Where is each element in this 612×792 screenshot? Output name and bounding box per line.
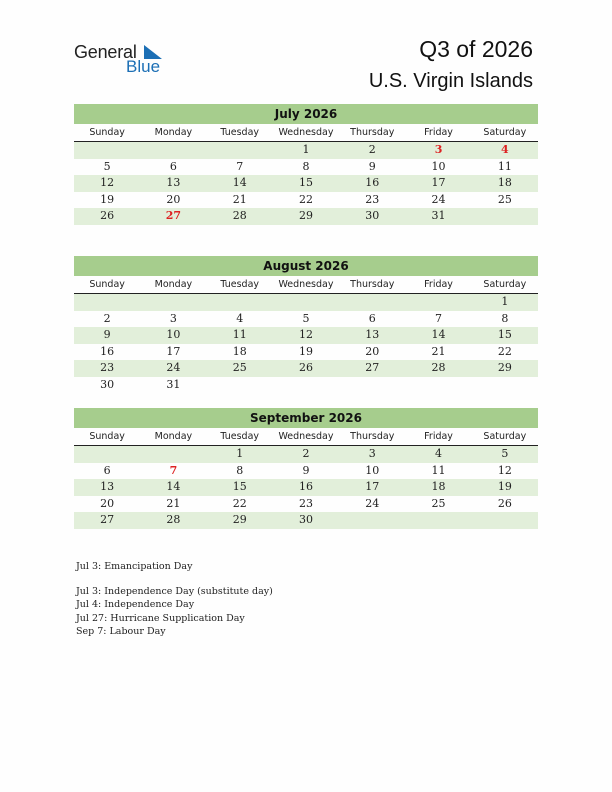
day-cell: 27 bbox=[100, 513, 115, 526]
day-cell: 4 bbox=[435, 447, 443, 460]
day-cell: 2 bbox=[302, 447, 310, 460]
week-row bbox=[74, 159, 538, 176]
day-cell: 5 bbox=[103, 159, 111, 173]
day-cell bbox=[207, 294, 273, 311]
day-cell: 29 bbox=[497, 361, 512, 374]
day-cell bbox=[74, 142, 140, 159]
day-cell: 11 bbox=[497, 159, 512, 173]
day-cell: 19 bbox=[298, 344, 313, 358]
week-row bbox=[74, 327, 538, 344]
day-cell: 15 bbox=[497, 328, 512, 341]
day-cell: 14 bbox=[431, 328, 446, 341]
day-cell: 30 bbox=[100, 377, 115, 391]
day-cell: 8 bbox=[236, 463, 244, 477]
day-cell: 19 bbox=[497, 480, 512, 493]
day-cell: 4 bbox=[236, 311, 244, 325]
day-cell: 6 bbox=[368, 311, 376, 325]
day-cell bbox=[207, 142, 273, 159]
weekday-label: Wednesday bbox=[278, 431, 334, 442]
day-cell bbox=[74, 294, 140, 311]
weekday-label: Tuesday bbox=[220, 127, 260, 138]
day-cell: 13 bbox=[100, 480, 115, 493]
weekday-label: Sunday bbox=[89, 279, 125, 290]
day-cell: 20 bbox=[365, 344, 380, 358]
day-cell: 25 bbox=[431, 496, 446, 510]
holiday-day-cell: 4 bbox=[501, 143, 509, 156]
day-cell bbox=[339, 377, 405, 394]
week-row bbox=[74, 142, 538, 159]
day-cell: 8 bbox=[302, 159, 310, 173]
weekday-label: Thursday bbox=[350, 431, 395, 442]
week-row bbox=[74, 175, 538, 192]
day-cell: 12 bbox=[298, 328, 313, 341]
weekday-label: Wednesday bbox=[278, 127, 334, 138]
logo bbox=[74, 42, 174, 78]
weekday-label: Tuesday bbox=[220, 431, 260, 442]
day-cell: 21 bbox=[232, 192, 247, 206]
day-cell: 3 bbox=[169, 311, 177, 325]
day-cell: 9 bbox=[302, 463, 310, 477]
day-cell: 15 bbox=[298, 176, 313, 189]
day-cell: 26 bbox=[497, 496, 512, 510]
day-cell bbox=[140, 142, 206, 159]
month-title: July 2026 bbox=[74, 104, 538, 124]
day-cell: 28 bbox=[232, 209, 247, 222]
day-cell: 18 bbox=[431, 480, 446, 493]
weekday-label: Sunday bbox=[89, 127, 125, 138]
day-cell: 31 bbox=[166, 377, 181, 391]
day-cell: 3 bbox=[368, 447, 376, 460]
month-calendar-august bbox=[74, 256, 538, 393]
day-cell: 5 bbox=[501, 447, 509, 460]
day-cell: 7 bbox=[435, 311, 443, 325]
day-cell: 21 bbox=[166, 496, 181, 510]
day-cell: 30 bbox=[365, 209, 380, 222]
weekday-label: Friday bbox=[424, 431, 453, 442]
day-cell: 17 bbox=[431, 176, 446, 189]
holiday-day-cell: 7 bbox=[169, 463, 178, 477]
week-row bbox=[74, 344, 538, 361]
day-cell: 28 bbox=[431, 361, 446, 374]
day-cell: 13 bbox=[166, 176, 181, 189]
day-cell: 6 bbox=[103, 463, 111, 477]
holiday-note: Sep 7: Labour Day bbox=[76, 626, 166, 637]
weekday-header-row bbox=[74, 276, 538, 294]
day-cell: 19 bbox=[100, 192, 115, 206]
day-cell: 28 bbox=[166, 513, 181, 526]
day-cell: 22 bbox=[298, 192, 313, 206]
week-row bbox=[74, 377, 538, 394]
day-cell: 23 bbox=[365, 192, 380, 206]
day-cell: 29 bbox=[232, 513, 247, 526]
week-row bbox=[74, 294, 538, 311]
week-row bbox=[74, 360, 538, 377]
day-cell bbox=[74, 446, 140, 463]
weekday-header-row bbox=[74, 428, 538, 446]
day-cell: 8 bbox=[501, 311, 509, 325]
day-cell: 26 bbox=[298, 361, 313, 374]
day-cell bbox=[405, 377, 471, 394]
day-cell: 12 bbox=[497, 463, 512, 477]
weekday-label: Saturday bbox=[483, 127, 527, 138]
weekday-label: Saturday bbox=[483, 279, 527, 290]
weekday-label: Monday bbox=[154, 279, 193, 290]
day-cell: 26 bbox=[100, 209, 115, 222]
day-cell bbox=[339, 294, 405, 311]
day-cell bbox=[140, 446, 206, 463]
month-calendar-july bbox=[74, 104, 538, 225]
day-cell: 29 bbox=[298, 209, 313, 222]
day-cell: 24 bbox=[365, 496, 380, 510]
day-cell: 23 bbox=[100, 361, 115, 374]
day-cell: 21 bbox=[431, 344, 446, 358]
weekday-label: Sunday bbox=[89, 431, 125, 442]
day-cell: 17 bbox=[166, 344, 181, 358]
weekday-label: Friday bbox=[424, 279, 453, 290]
day-cell: 22 bbox=[232, 496, 247, 510]
day-cell: 2 bbox=[368, 143, 376, 156]
day-cell bbox=[273, 377, 339, 394]
day-cell: 18 bbox=[497, 176, 512, 189]
month-title: September 2026 bbox=[74, 408, 538, 428]
week-row bbox=[74, 446, 538, 463]
day-cell bbox=[339, 512, 405, 529]
day-cell: 10 bbox=[365, 463, 380, 477]
day-cell: 23 bbox=[298, 496, 313, 510]
day-cell: 9 bbox=[368, 159, 376, 173]
day-cell: 25 bbox=[497, 192, 512, 206]
day-cell: 16 bbox=[298, 480, 313, 493]
day-cell: 24 bbox=[166, 361, 181, 374]
day-cell: 1 bbox=[236, 447, 244, 460]
day-cell: 9 bbox=[103, 328, 111, 341]
day-cell: 5 bbox=[302, 311, 310, 325]
day-cell: 11 bbox=[431, 463, 446, 477]
week-row bbox=[74, 512, 538, 529]
weekday-label: Tuesday bbox=[220, 279, 260, 290]
week-row bbox=[74, 208, 538, 225]
day-cell: 27 bbox=[365, 361, 380, 374]
weekday-label: Saturday bbox=[483, 431, 527, 442]
logo-text-blue: Blue bbox=[126, 57, 161, 76]
week-row bbox=[74, 479, 538, 496]
day-cell: 10 bbox=[431, 159, 446, 173]
weekday-label: Friday bbox=[424, 127, 453, 138]
day-cell: 6 bbox=[169, 159, 177, 173]
weekday-label: Monday bbox=[154, 127, 193, 138]
day-cell: 20 bbox=[166, 192, 181, 206]
month-title: August 2026 bbox=[74, 256, 538, 276]
day-cell: 15 bbox=[232, 480, 247, 493]
day-cell: 1 bbox=[501, 295, 509, 308]
week-row bbox=[74, 463, 538, 480]
day-cell bbox=[207, 377, 273, 394]
week-row bbox=[74, 311, 538, 328]
holiday-note: Jul 3: Independence Day (substitute day) bbox=[76, 585, 273, 597]
day-cell: 14 bbox=[166, 480, 181, 493]
weekday-label: Monday bbox=[154, 431, 193, 442]
month-calendar-september bbox=[74, 408, 538, 529]
logo-text-general: General bbox=[74, 42, 137, 62]
weekday-label: Thursday bbox=[350, 127, 395, 138]
day-cell: 13 bbox=[365, 328, 380, 341]
week-row bbox=[74, 496, 538, 513]
day-cell: 7 bbox=[236, 159, 244, 173]
day-cell: 16 bbox=[100, 344, 115, 358]
day-cell: 30 bbox=[298, 513, 313, 526]
day-cell: 25 bbox=[232, 361, 247, 374]
day-cell: 10 bbox=[166, 328, 181, 341]
day-cell bbox=[472, 512, 538, 529]
weekday-header-row bbox=[74, 124, 538, 142]
holiday-day-cell: 3 bbox=[434, 143, 443, 156]
day-cell: 11 bbox=[232, 328, 247, 341]
day-cell: 16 bbox=[365, 176, 380, 189]
holiday-note: Jul 4: Independence Day bbox=[76, 599, 195, 610]
page-subtitle: U.S. Virgin Islands bbox=[368, 70, 533, 92]
day-cell bbox=[405, 512, 471, 529]
day-cell bbox=[273, 294, 339, 311]
holiday-note: Jul 27: Hurricane Supplication Day bbox=[76, 612, 245, 624]
weekday-label: Wednesday bbox=[278, 279, 334, 290]
day-cell: 17 bbox=[365, 480, 380, 493]
day-cell: 18 bbox=[232, 344, 247, 358]
day-cell: 20 bbox=[100, 496, 115, 510]
day-cell: 22 bbox=[497, 344, 512, 358]
holiday-notes bbox=[76, 560, 273, 639]
week-row bbox=[74, 192, 538, 209]
holiday-note: Jul 3: Emancipation Day bbox=[76, 561, 193, 572]
day-cell bbox=[140, 294, 206, 311]
day-cell: 1 bbox=[302, 143, 310, 156]
day-cell: 31 bbox=[431, 209, 446, 222]
day-cell bbox=[472, 208, 538, 225]
weekday-label: Thursday bbox=[350, 279, 395, 290]
day-cell: 12 bbox=[100, 176, 115, 189]
holiday-day-cell: 27 bbox=[165, 209, 182, 222]
day-cell: 14 bbox=[232, 176, 247, 189]
day-cell bbox=[472, 377, 538, 394]
day-cell bbox=[405, 294, 471, 311]
page-title: Q3 of 2026 bbox=[419, 36, 533, 62]
day-cell: 24 bbox=[431, 192, 446, 206]
day-cell: 2 bbox=[103, 311, 111, 325]
